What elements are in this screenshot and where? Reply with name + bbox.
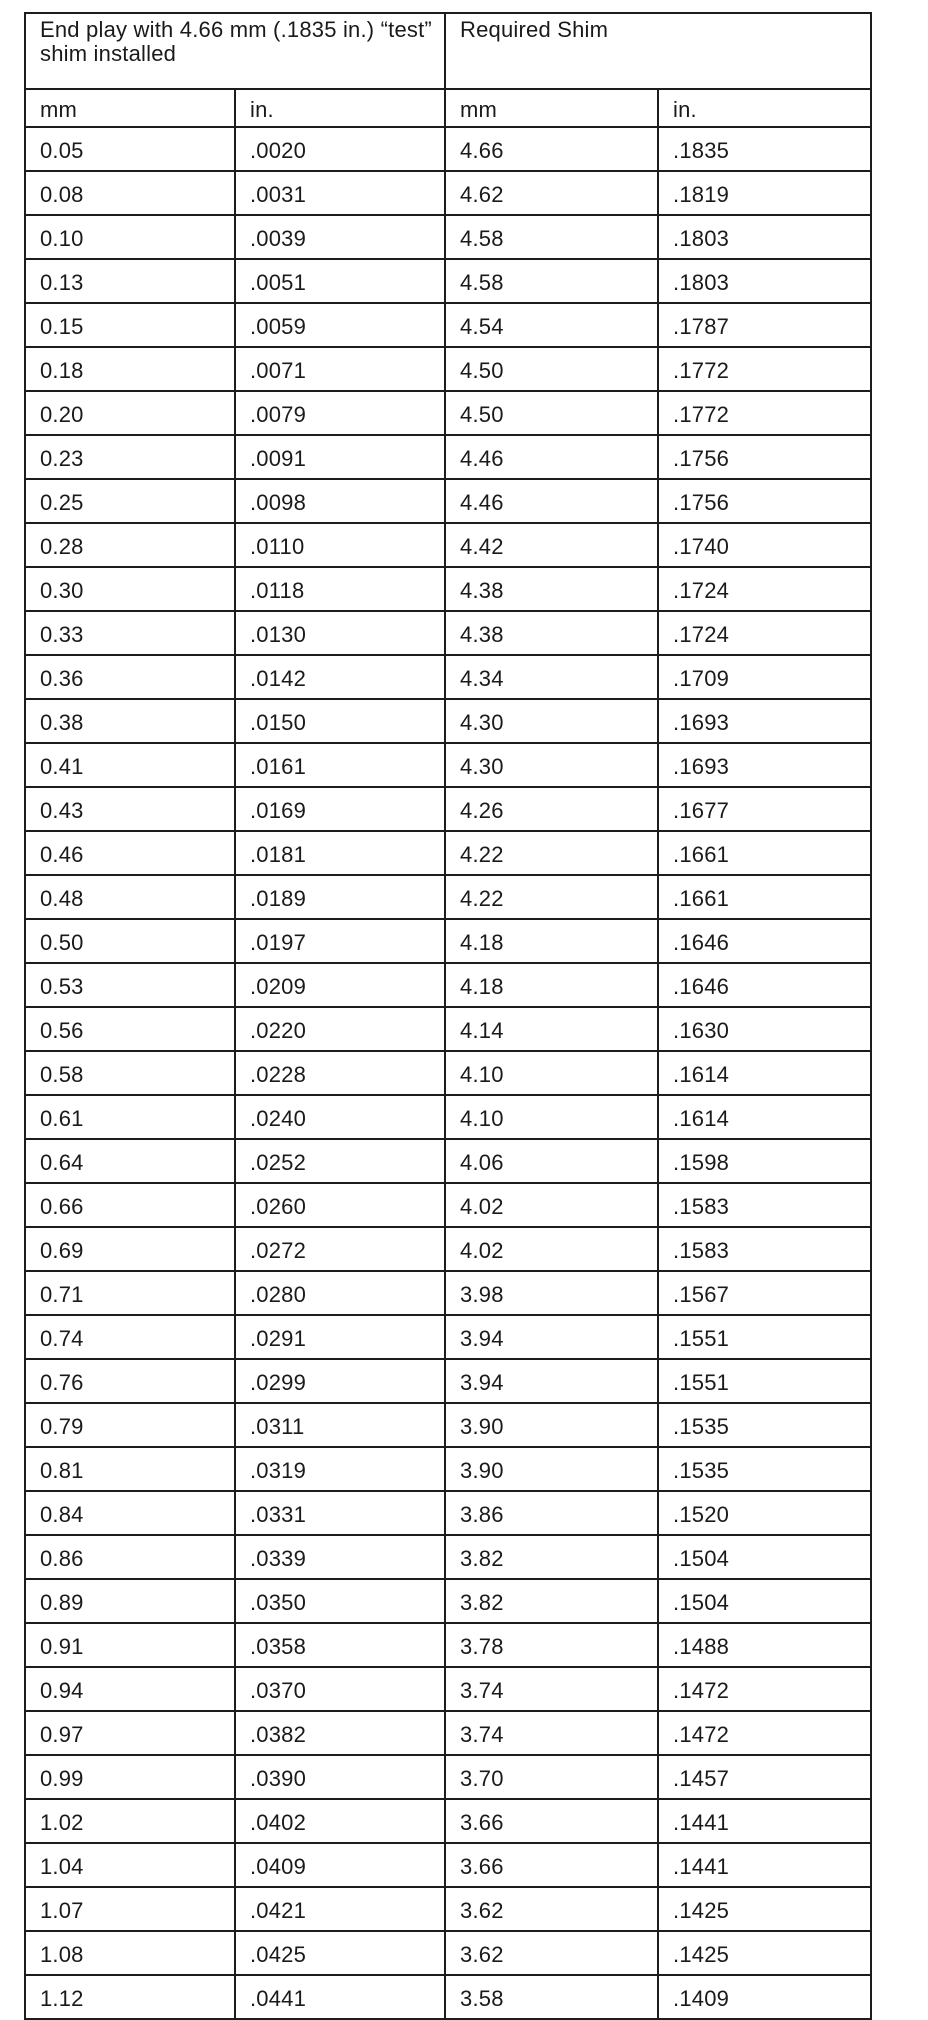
end-play-mm-cell: 0.84: [25, 1491, 235, 1535]
end-play-mm-cell: 0.76: [25, 1359, 235, 1403]
end-play-in-cell: .0260: [235, 1183, 445, 1227]
required-shim-in-cell: .1724: [658, 611, 871, 655]
table-row: [25, 1623, 871, 1667]
required-shim-in-cell: .1583: [658, 1183, 871, 1227]
end-play-in-cell: .0110: [235, 523, 445, 567]
end-play-in-cell: .0079: [235, 391, 445, 435]
end-play-mm-cell: 0.23: [25, 435, 235, 479]
end-play-mm-cell: 0.18: [25, 347, 235, 391]
table-row: [25, 567, 871, 611]
table-row: [25, 435, 871, 479]
required-shim-mm-cell: 4.02: [445, 1227, 658, 1271]
end-play-mm-cell: 0.48: [25, 875, 235, 919]
required-shim-in-cell: .1425: [658, 1887, 871, 1931]
table-row: [25, 523, 871, 567]
table-row: [25, 1095, 871, 1139]
table-row: [25, 479, 871, 523]
required-shim-in-cell: .1787: [658, 303, 871, 347]
end-play-mm-cell: 0.36: [25, 655, 235, 699]
required-shim-in-cell: .1504: [658, 1535, 871, 1579]
end-play-mm-cell: 0.99: [25, 1755, 235, 1799]
required-shim-mm-cell: 4.22: [445, 875, 658, 919]
table-row: [25, 1579, 871, 1623]
table-row: [25, 1667, 871, 1711]
required-shim-mm-cell: 3.74: [445, 1667, 658, 1711]
end-play-in-cell: .0425: [235, 1931, 445, 1975]
end-play-in-cell: .0311: [235, 1403, 445, 1447]
table-row: [25, 1755, 871, 1799]
required-shim-in-cell: .1583: [658, 1227, 871, 1271]
required-shim-mm-cell: 4.10: [445, 1095, 658, 1139]
required-shim-mm-cell: 4.50: [445, 391, 658, 435]
required-shim-in-cell: .1614: [658, 1095, 871, 1139]
end-play-mm-cell: 0.10: [25, 215, 235, 259]
table-row: [25, 171, 871, 215]
required-shim-mm-cell: 3.98: [445, 1271, 658, 1315]
table-row: [25, 963, 871, 1007]
end-play-in-cell: .0390: [235, 1755, 445, 1799]
table-row: [25, 611, 871, 655]
end-play-mm-cell: 0.43: [25, 787, 235, 831]
end-play-in-cell: .0421: [235, 1887, 445, 1931]
required-shim-in-cell: .1598: [658, 1139, 871, 1183]
required-shim-mm-cell: 3.58: [445, 1975, 658, 2019]
table-row: [25, 655, 871, 699]
table-row: [25, 1975, 871, 2019]
required-shim-header: Required Shim: [445, 13, 871, 89]
required-shim-mm-cell: 4.22: [445, 831, 658, 875]
required-shim-in-cell: .1646: [658, 919, 871, 963]
required-shim-mm-cell: 4.26: [445, 787, 658, 831]
end-play-in-cell: .0161: [235, 743, 445, 787]
required-shim-mm-cell: 3.66: [445, 1843, 658, 1887]
table-row: [25, 1491, 871, 1535]
required-shim-in-cell: .1567: [658, 1271, 871, 1315]
table-row: [25, 1799, 871, 1843]
end-play-mm-cell: 0.30: [25, 567, 235, 611]
end-play-mm-cell: 0.46: [25, 831, 235, 875]
group-header-row: [25, 13, 871, 89]
end-play-mm-cell: 0.05: [25, 127, 235, 171]
end-play-in-cell: .0350: [235, 1579, 445, 1623]
required-shim-in-cell: .1520: [658, 1491, 871, 1535]
end-play-in-cell: .0402: [235, 1799, 445, 1843]
required-shim-in-cell: .1661: [658, 875, 871, 919]
end-play-in-cell: .0071: [235, 347, 445, 391]
required-shim-in-cell: .1504: [658, 1579, 871, 1623]
end-play-in-cell: .0142: [235, 655, 445, 699]
table-row: [25, 303, 871, 347]
end-play-in-header: in.: [235, 89, 445, 127]
required-shim-in-cell: .1677: [658, 787, 871, 831]
end-play-in-cell: .0331: [235, 1491, 445, 1535]
required-shim-mm-cell: 4.02: [445, 1183, 658, 1227]
end-play-in-cell: .0409: [235, 1843, 445, 1887]
required-shim-in-cell: .1756: [658, 435, 871, 479]
required-shim-in-cell: .1803: [658, 215, 871, 259]
end-play-mm-cell: 0.69: [25, 1227, 235, 1271]
end-play-mm-cell: 0.61: [25, 1095, 235, 1139]
end-play-mm-cell: 0.33: [25, 611, 235, 655]
required-shim-mm-cell: 4.34: [445, 655, 658, 699]
required-shim-in-cell: .1740: [658, 523, 871, 567]
end-play-mm-cell: 0.71: [25, 1271, 235, 1315]
required-shim-in-cell: .1551: [658, 1315, 871, 1359]
table-row: [25, 1007, 871, 1051]
end-play-in-cell: .0280: [235, 1271, 445, 1315]
required-shim-mm-cell: 4.46: [445, 435, 658, 479]
end-play-mm-cell: 0.94: [25, 1667, 235, 1711]
end-play-mm-cell: 0.38: [25, 699, 235, 743]
end-play-mm-cell: 1.02: [25, 1799, 235, 1843]
end-play-in-cell: .0020: [235, 127, 445, 171]
table-row: [25, 1271, 871, 1315]
table-row: [25, 1711, 871, 1755]
shim-selection-document: [24, 12, 870, 2020]
table-row: [25, 1403, 871, 1447]
required-shim-in-cell: .1772: [658, 347, 871, 391]
required-shim-mm-cell: 4.30: [445, 743, 658, 787]
required-shim-mm-cell: 4.06: [445, 1139, 658, 1183]
end-play-in-cell: .0240: [235, 1095, 445, 1139]
required-shim-mm-cell: 4.58: [445, 215, 658, 259]
end-play-mm-cell: 0.81: [25, 1447, 235, 1491]
required-shim-mm-cell: 3.74: [445, 1711, 658, 1755]
end-play-in-cell: .0169: [235, 787, 445, 831]
end-play-mm-cell: 1.08: [25, 1931, 235, 1975]
required-shim-mm-cell: 3.82: [445, 1579, 658, 1623]
end-play-in-cell: .0228: [235, 1051, 445, 1095]
end-play-in-cell: .0031: [235, 171, 445, 215]
end-play-mm-cell: 0.79: [25, 1403, 235, 1447]
required-shim-in-cell: .1819: [658, 171, 871, 215]
required-shim-mm-cell: 3.78: [445, 1623, 658, 1667]
end-play-in-cell: .0252: [235, 1139, 445, 1183]
required-shim-mm-cell: 3.66: [445, 1799, 658, 1843]
table-row: [25, 1183, 871, 1227]
required-shim-in-cell: .1457: [658, 1755, 871, 1799]
end-play-in-cell: .0382: [235, 1711, 445, 1755]
required-shim-mm-cell: 3.90: [445, 1447, 658, 1491]
required-shim-mm-cell: 3.62: [445, 1887, 658, 1931]
required-shim-mm-cell: 4.50: [445, 347, 658, 391]
end-play-mm-header: mm: [25, 89, 235, 127]
end-play-header: End play with 4.66 mm (.1835 in.) “test” shim installed: [25, 13, 445, 89]
table-row: [25, 1359, 871, 1403]
end-play-mm-cell: 1.04: [25, 1843, 235, 1887]
required-shim-in-cell: .1756: [658, 479, 871, 523]
table-row: [25, 875, 871, 919]
required-shim-mm-cell: 4.38: [445, 611, 658, 655]
table-row: [25, 1139, 871, 1183]
required-shim-mm-cell: 4.18: [445, 919, 658, 963]
required-shim-mm-cell: 4.38: [445, 567, 658, 611]
end-play-in-cell: .0339: [235, 1535, 445, 1579]
end-play-in-cell: .0181: [235, 831, 445, 875]
table-row: [25, 1887, 871, 1931]
required-shim-in-cell: .1614: [658, 1051, 871, 1095]
table-header: [25, 13, 871, 127]
end-play-in-cell: .0197: [235, 919, 445, 963]
required-shim-mm-cell: 4.54: [445, 303, 658, 347]
end-play-in-cell: .0091: [235, 435, 445, 479]
end-play-in-cell: .0220: [235, 1007, 445, 1051]
shim-selection-table: [24, 12, 872, 2020]
end-play-mm-cell: 0.58: [25, 1051, 235, 1095]
required-shim-in-cell: .1693: [658, 699, 871, 743]
end-play-in-cell: .0051: [235, 259, 445, 303]
end-play-mm-cell: 0.15: [25, 303, 235, 347]
end-play-mm-cell: 0.53: [25, 963, 235, 1007]
end-play-mm-cell: 0.91: [25, 1623, 235, 1667]
end-play-mm-cell: 0.66: [25, 1183, 235, 1227]
end-play-in-cell: .0441: [235, 1975, 445, 2019]
table-row: [25, 743, 871, 787]
end-play-in-cell: .0130: [235, 611, 445, 655]
end-play-in-cell: .0150: [235, 699, 445, 743]
required-shim-mm-cell: 3.70: [445, 1755, 658, 1799]
table-row: [25, 1315, 871, 1359]
end-play-in-cell: .0039: [235, 215, 445, 259]
end-play-mm-cell: 0.97: [25, 1711, 235, 1755]
required-shim-mm-cell: 3.90: [445, 1403, 658, 1447]
table-row: [25, 787, 871, 831]
required-shim-in-cell: .1803: [658, 259, 871, 303]
end-play-mm-cell: 1.12: [25, 1975, 235, 2019]
end-play-mm-cell: 0.64: [25, 1139, 235, 1183]
required-shim-mm-cell: 4.30: [445, 699, 658, 743]
required-shim-mm-cell: 3.94: [445, 1359, 658, 1403]
table-row: [25, 831, 871, 875]
end-play-mm-cell: 0.08: [25, 171, 235, 215]
end-play-in-cell: .0209: [235, 963, 445, 1007]
required-shim-in-cell: .1709: [658, 655, 871, 699]
required-shim-in-cell: .1535: [658, 1447, 871, 1491]
required-shim-in-cell: .1409: [658, 1975, 871, 2019]
required-shim-mm-cell: 4.18: [445, 963, 658, 1007]
required-shim-mm-cell: 4.14: [445, 1007, 658, 1051]
table-row: [25, 1227, 871, 1271]
required-shim-in-cell: .1693: [658, 743, 871, 787]
end-play-in-cell: .0059: [235, 303, 445, 347]
table-row: [25, 391, 871, 435]
required-shim-mm-header: mm: [445, 89, 658, 127]
end-play-mm-cell: 0.56: [25, 1007, 235, 1051]
end-play-mm-cell: 1.07: [25, 1887, 235, 1931]
required-shim-mm-cell: 4.46: [445, 479, 658, 523]
required-shim-mm-cell: 4.58: [445, 259, 658, 303]
table-row: [25, 919, 871, 963]
required-shim-in-cell: .1535: [658, 1403, 871, 1447]
table-row: [25, 1843, 871, 1887]
end-play-mm-cell: 0.25: [25, 479, 235, 523]
required-shim-mm-cell: 4.62: [445, 171, 658, 215]
end-play-mm-cell: 0.74: [25, 1315, 235, 1359]
end-play-in-cell: .0189: [235, 875, 445, 919]
required-shim-mm-cell: 4.66: [445, 127, 658, 171]
end-play-in-cell: .0299: [235, 1359, 445, 1403]
required-shim-mm-cell: 3.94: [445, 1315, 658, 1359]
table-row: [25, 699, 871, 743]
table-row: [25, 1051, 871, 1095]
table-row: [25, 1535, 871, 1579]
end-play-mm-cell: 0.89: [25, 1579, 235, 1623]
required-shim-mm-cell: 4.42: [445, 523, 658, 567]
required-shim-in-cell: .1772: [658, 391, 871, 435]
required-shim-in-cell: .1551: [658, 1359, 871, 1403]
required-shim-mm-cell: 4.10: [445, 1051, 658, 1095]
end-play-mm-cell: 0.13: [25, 259, 235, 303]
required-shim-in-cell: .1630: [658, 1007, 871, 1051]
end-play-in-cell: .0319: [235, 1447, 445, 1491]
required-shim-in-cell: .1661: [658, 831, 871, 875]
required-shim-mm-cell: 3.86: [445, 1491, 658, 1535]
table-row: [25, 1447, 871, 1491]
unit-header-row: [25, 89, 871, 127]
required-shim-in-cell: .1835: [658, 127, 871, 171]
table-row: [25, 1931, 871, 1975]
required-shim-in-cell: .1425: [658, 1931, 871, 1975]
required-shim-in-cell: .1441: [658, 1843, 871, 1887]
end-play-mm-cell: 0.28: [25, 523, 235, 567]
end-play-mm-cell: 0.20: [25, 391, 235, 435]
end-play-in-cell: .0370: [235, 1667, 445, 1711]
required-shim-in-cell: .1472: [658, 1711, 871, 1755]
end-play-in-cell: .0272: [235, 1227, 445, 1271]
required-shim-mm-cell: 3.82: [445, 1535, 658, 1579]
end-play-in-cell: .0118: [235, 567, 445, 611]
required-shim-in-cell: .1441: [658, 1799, 871, 1843]
end-play-mm-cell: 0.41: [25, 743, 235, 787]
table-row: [25, 127, 871, 171]
required-shim-in-cell: .1724: [658, 567, 871, 611]
table-row: [25, 259, 871, 303]
table-body: [25, 127, 871, 2019]
required-shim-in-cell: .1488: [658, 1623, 871, 1667]
required-shim-in-cell: .1646: [658, 963, 871, 1007]
end-play-in-cell: .0291: [235, 1315, 445, 1359]
end-play-mm-cell: 0.86: [25, 1535, 235, 1579]
table-row: [25, 215, 871, 259]
required-shim-in-cell: .1472: [658, 1667, 871, 1711]
table-row: [25, 347, 871, 391]
required-shim-in-header: in.: [658, 89, 871, 127]
required-shim-mm-cell: 3.62: [445, 1931, 658, 1975]
end-play-in-cell: .0098: [235, 479, 445, 523]
end-play-mm-cell: 0.50: [25, 919, 235, 963]
end-play-in-cell: .0358: [235, 1623, 445, 1667]
